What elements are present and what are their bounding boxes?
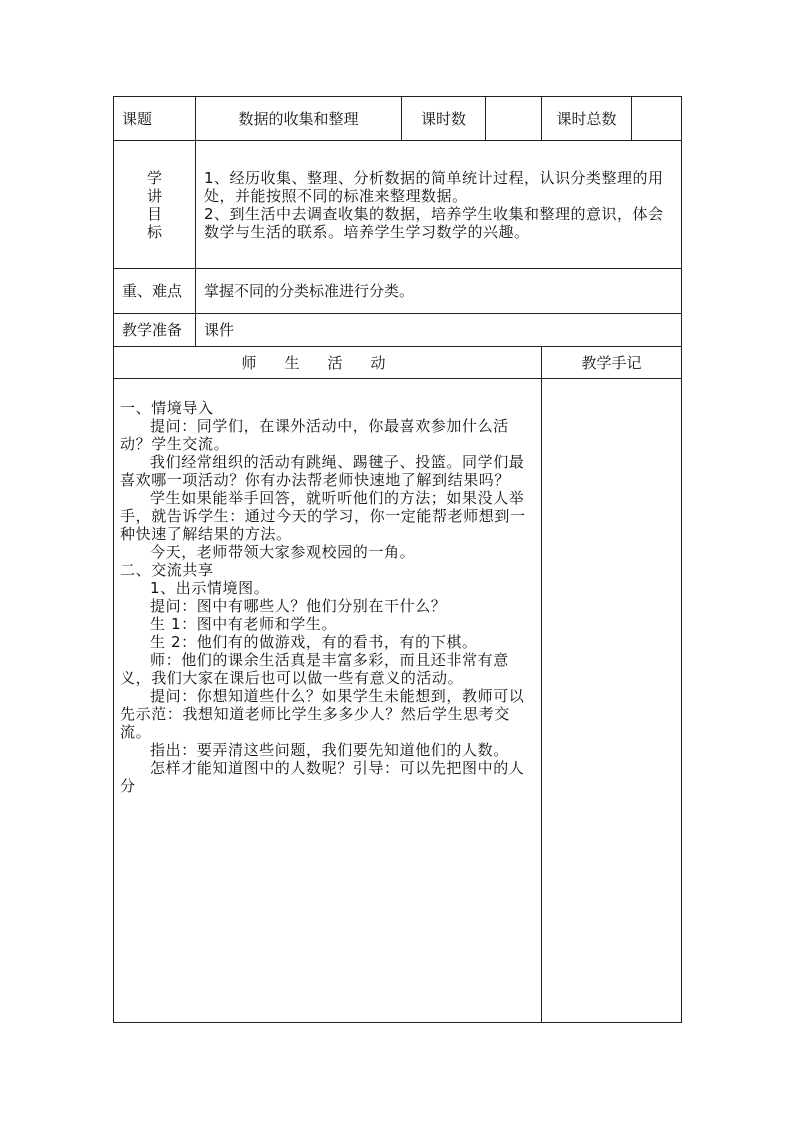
goals-content bbox=[196, 141, 682, 269]
activity-paragraph: 1、出示情境图。 bbox=[150, 579, 270, 597]
activity-paragraph: 提问：你想知道些什么？如果学生未能想到，教师可以先示范：我想知道老师比学生多多少人？然后学生思考交流。 bbox=[120, 687, 525, 741]
preparation-row bbox=[114, 314, 682, 347]
activity-paragraph: 怎样才能知道图中的人数呢？引导：可以先把图中的人分 bbox=[120, 759, 525, 795]
goals-label-char: 目 bbox=[146, 204, 162, 223]
activity-heading: 师生活动 bbox=[114, 347, 542, 379]
activity-paragraph: 提问：同学们，在课外活动中，你最喜欢参加什么活动？学生交流。 bbox=[120, 417, 509, 453]
goals-label-char: 标 bbox=[146, 222, 162, 241]
goal-item: 1、经历收集、整理、分析数据的简单统计过程，认识分类整理的用处，并能按照不同的标准来整理数据。 bbox=[204, 168, 664, 205]
total-hours-value bbox=[632, 97, 682, 141]
key-points-row bbox=[114, 269, 682, 314]
activity-paragraph: 师：他们的课余生活真是丰富多彩，而且还非常有意义，我们大家在课后也可以做一些有意义的活动。 bbox=[120, 651, 509, 687]
notes-heading: 教学手记 bbox=[542, 347, 682, 379]
notes-content bbox=[542, 379, 682, 1023]
activity-paragraph: 指出：要弄清这些问题，我们要先知道他们的人数。 bbox=[150, 741, 509, 759]
hours-label: 课时数 bbox=[402, 97, 486, 141]
activity-header-row bbox=[114, 347, 682, 379]
activity-paragraph: 一、情境导入 bbox=[120, 399, 214, 417]
preparation-label: 教学准备 bbox=[114, 314, 196, 347]
activity-paragraph: 二、交流共享 bbox=[120, 561, 214, 579]
activity-paragraph: 提问：图中有哪些人？他们分别在干什么？ bbox=[150, 597, 447, 615]
goals-label-char: 学 bbox=[146, 168, 162, 187]
key-points-value: 掌握不同的分类标准进行分类。 bbox=[196, 269, 682, 314]
hours-value bbox=[486, 97, 542, 141]
goals-label-char: 讲 bbox=[146, 186, 162, 205]
activity-paragraph: 生 2：他们有的做游戏，有的看书，有的下棋。 bbox=[150, 633, 478, 651]
goals-row bbox=[114, 141, 682, 269]
total-hours-label: 课时总数 bbox=[542, 97, 632, 141]
activity-paragraph: 今天，老师带领大家参观校园的一角。 bbox=[150, 543, 416, 561]
lesson-plan-table bbox=[113, 96, 682, 1023]
topic-label: 课题 bbox=[114, 97, 196, 141]
activity-content bbox=[114, 379, 542, 1023]
key-points-label: 重、难点 bbox=[114, 269, 196, 314]
activity-paragraph: 我们经常组织的活动有跳绳、踢毽子、投篮。同学们最喜欢哪一项活动？你有办法帮老师快速地了解到结果吗？ bbox=[120, 453, 525, 489]
preparation-value: 课件 bbox=[196, 314, 682, 347]
goal-item: 2、到生活中去调查收集的数据，培养学生收集和整理的意识，体会数学与生活的联系。培养学生学习数学的兴趣。 bbox=[204, 204, 664, 241]
header-row bbox=[114, 97, 682, 141]
goals-label bbox=[114, 141, 196, 269]
activity-row bbox=[114, 379, 682, 1023]
topic-value: 数据的收集和整理 bbox=[196, 97, 402, 141]
activity-paragraph: 学生如果能举手回答，就听听他们的方法；如果没人举手，就告诉学生：通过今天的学习，你一定能帮老师想到一种快速了解结果的方法。 bbox=[120, 489, 526, 543]
activity-paragraph: 生 1：图中有老师和学生。 bbox=[150, 615, 338, 633]
